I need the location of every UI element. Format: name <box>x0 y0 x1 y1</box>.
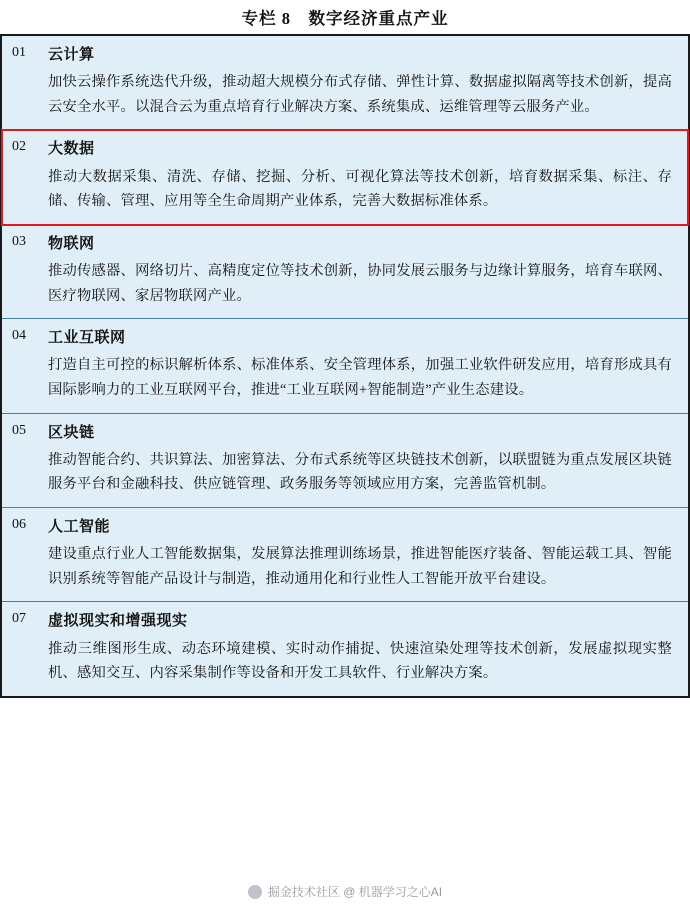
row-body <box>48 414 688 507</box>
row-body <box>48 225 688 318</box>
table-row <box>2 130 688 224</box>
row-title: 工业互联网 <box>48 330 126 347</box>
row-description: 推动三维图形生成、动态环境建模、实时动作捕捉、快速渲染处理等技术创新，发展虚拟现实整机、感知交互、内容采集制作等设备和开发工具软件、行业解决方案。 <box>48 640 672 682</box>
table-row <box>2 602 688 695</box>
table-row <box>2 319 688 413</box>
row-body <box>48 319 688 412</box>
row-description: 加快云操作系统迭代升级，推动超大规模分布式存储、弹性计算、数据虚拟隔离等技术创新，提高云安全水平。以混合云为重点培育行业解决方案、系统集成、运维管理等云服务产业。 <box>48 74 672 115</box>
row-number: 07 <box>12 611 26 627</box>
industries-table <box>0 36 690 698</box>
row-body <box>48 602 688 695</box>
row-description: 建设重点行业人工智能数据集，发展算法推理训练场景，推进智能医疗装备、智能运载工具、智能识别系统等智能产品设计与制造，推动通用化和行业性人工智能开放平台建设。 <box>48 546 672 587</box>
table-row <box>2 508 688 602</box>
row-number: 03 <box>12 233 26 249</box>
row-title: 大数据 <box>48 141 95 158</box>
row-number: 04 <box>12 328 26 344</box>
row-body <box>48 130 688 223</box>
row-number: 05 <box>12 422 26 438</box>
page-title: 专栏 8 数字经济重点产业 <box>241 9 449 28</box>
table-title-bar <box>0 0 690 36</box>
watermark-text: 掘金技术社区 @ 机器学习之心AI <box>267 885 443 899</box>
row-title: 区块链 <box>48 424 95 441</box>
row-title: 云计算 <box>48 47 95 63</box>
watermark <box>0 883 690 900</box>
row-body <box>48 36 688 129</box>
table-row <box>2 225 688 319</box>
table-row <box>2 36 688 130</box>
avatar-icon <box>248 885 262 899</box>
row-number: 01 <box>12 45 26 60</box>
table-row <box>2 414 688 508</box>
row-title: 人工智能 <box>48 519 111 536</box>
row-description: 推动传感器、网络切片、高精度定位等技术创新，协同发展云服务与边缘计算服务，培育车联网、医疗物联网、家居物联网产业。 <box>48 263 672 304</box>
row-number: 06 <box>12 517 26 533</box>
row-body <box>48 508 688 601</box>
row-description: 推动大数据采集、清洗、存储、挖掘、分析、可视化算法等技术创新，培育数据采集、标注、存储、传输、管理、应用等全生命周期产业体系，完善大数据标准体系。 <box>48 168 672 210</box>
row-number: 02 <box>12 139 26 155</box>
row-title: 物联网 <box>48 235 95 252</box>
row-description: 打造自主可控的标识解析体系、标准体系、安全管理体系，加强工业软件研发应用，培育形成具有国际影响力的工业互联网平台，推进“工业互联网+智能制造”产业生态建设。 <box>48 357 672 399</box>
row-title: 虚拟现实和增强现实 <box>48 613 188 630</box>
row-description: 推动智能合约、共识算法、加密算法、分布式系统等区块链技术创新，以联盟链为重点发展区块链服务平台和金融科技、供应链管理、政务服务等领域应用方案，完善监管机制。 <box>48 451 672 493</box>
